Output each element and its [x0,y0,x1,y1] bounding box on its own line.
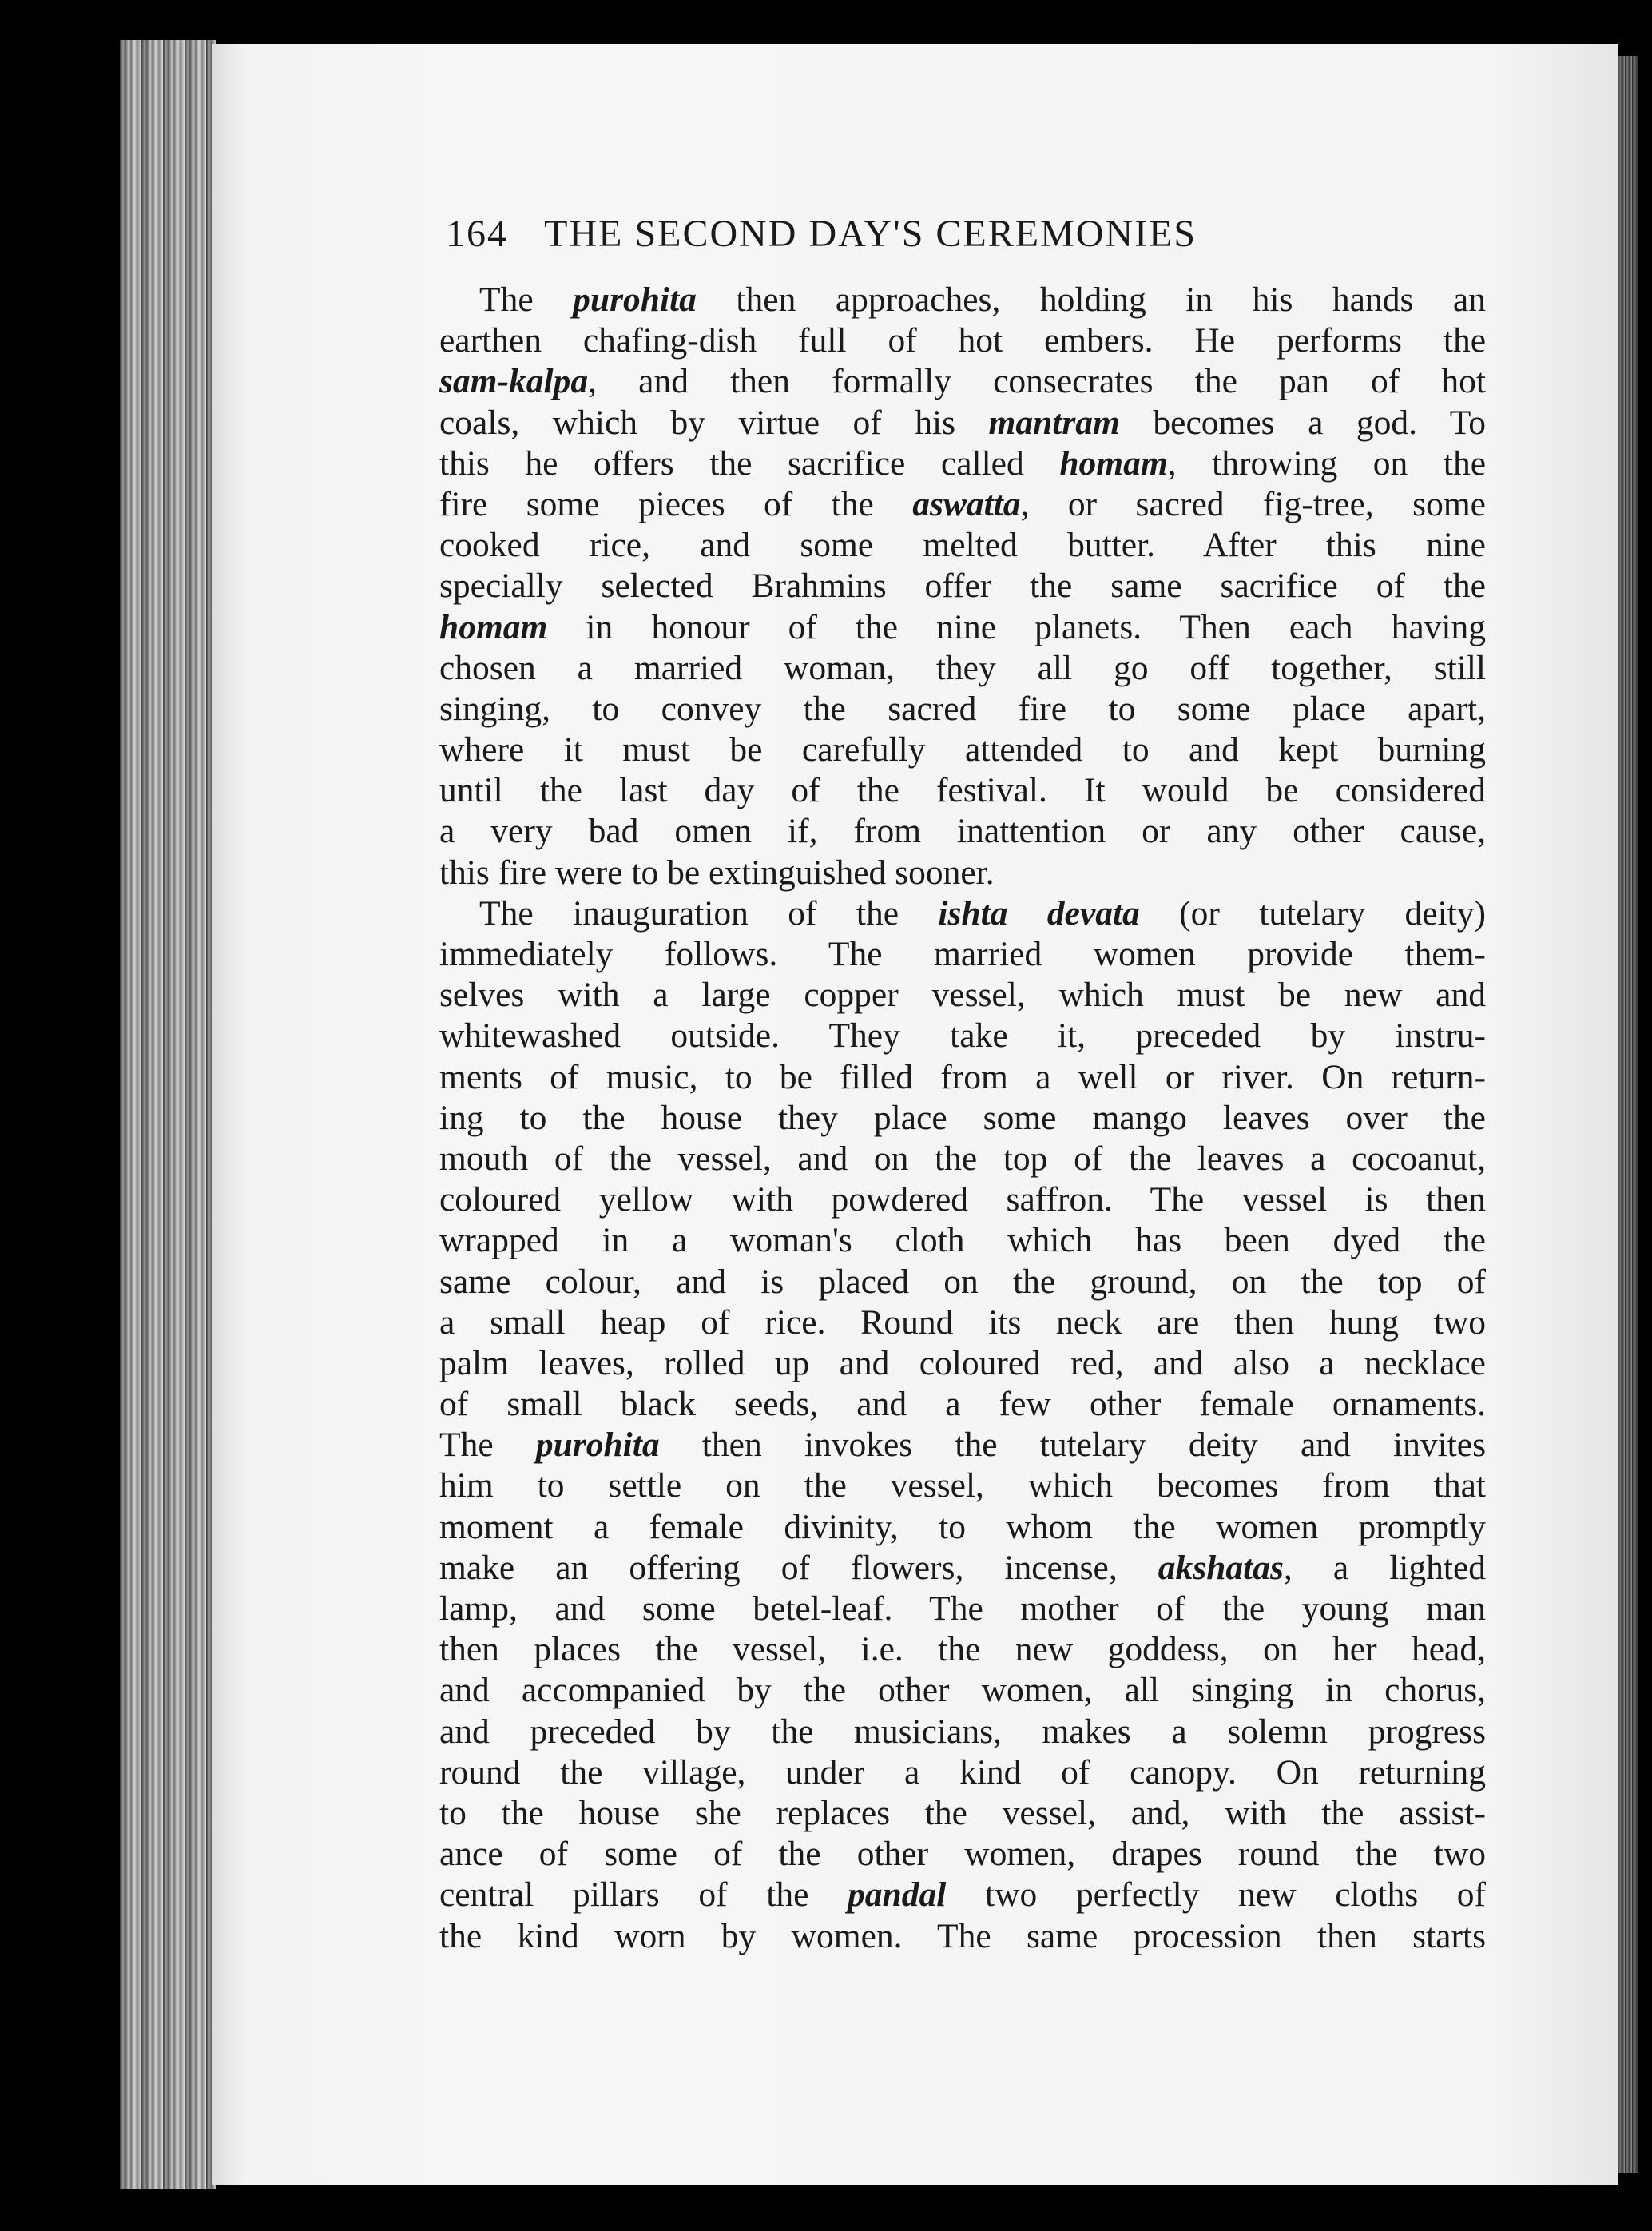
text-line [439,689,1486,730]
text-run: round the village, under a kind of canopy. On returning [439,1752,1486,1792]
text-line [439,975,1486,1016]
text-run: , and then formally consecrates the pan of hot [588,362,1486,401]
text-line [439,1916,1486,1957]
text-line [439,1548,1486,1589]
text-line [439,1343,1486,1384]
text-line [439,607,1486,648]
italic-term: purohita [573,280,697,319]
text-run: to the house she replaces the vessel, and, with the assist- [439,1793,1486,1832]
text-run: wrapped in a woman's cloth which has been dyed the [439,1221,1486,1260]
text-run: a small heap of rice. Round its neck are then hung two [439,1302,1486,1342]
text-run: becomes a god. To [1119,403,1486,442]
text-line [439,1712,1486,1752]
text-run: , or sacred fig-tree, some [1020,484,1486,523]
text-line [439,853,1486,893]
text-run: this he offers the sacrifice called [439,443,1060,483]
text-run: make an offering of flowers, incense, [439,1548,1158,1587]
italic-term: purohita [535,1426,660,1465]
text-line [439,1752,1486,1793]
text-run: palm leaves, rolled up and coloured red, and also a necklace [439,1343,1486,1382]
text-line [439,320,1486,361]
text-line [439,1670,1486,1711]
text-line [439,1098,1486,1139]
text-run: The [479,280,574,319]
text-line [439,280,1486,320]
text-run: selves with a large copper vessel, which must be new and [439,976,1486,1015]
text-line [439,1139,1486,1179]
text-line [439,893,1486,934]
text-run: The inauguration of the [479,893,939,933]
text-line [439,1834,1486,1875]
text-run: where it must be carefully attended to and kept burning [439,730,1486,770]
text-run: , throwing on the [1167,443,1487,483]
text-run: ments of music, to be filled from a well or river. On return- [439,1057,1486,1096]
text-line [439,934,1486,975]
text-run: central pillars of the [439,1875,848,1915]
running-header [446,212,1492,256]
italic-term: aswatta [912,484,1021,523]
text-line [439,361,1486,402]
text-line [439,1507,1486,1548]
text-line [439,1016,1486,1056]
text-line [439,1179,1486,1220]
text-line [439,443,1486,484]
page-edge [1618,56,1638,2173]
text-line [439,1465,1486,1506]
text-line [439,730,1486,770]
text-line [439,1589,1486,1629]
text-line [439,403,1486,443]
text-run: him to settle on the vessel, which becomes from that [439,1466,1486,1505]
text-run: and accompanied by the other women, all singing in chorus, [439,1671,1486,1710]
text-run: same colour, and is placed on the ground, on the top of [439,1262,1486,1301]
italic-term: homam [439,607,548,646]
text-run: a very bad omen if, from inattention or any other cause, [439,812,1486,851]
text-run: moment a female divinity, to whom the women promptly [439,1507,1486,1546]
text-run: this fire were to be extinguished sooner. [439,853,995,892]
text-line [439,484,1486,525]
page-number: 164 [446,213,508,255]
running-head-title: THE SECOND DAY'S CEREMONIES [544,213,1197,255]
text-run: specially selected Brahmins offer the same sacrifice of the [439,567,1486,606]
text-run: then invokes the tutelary deity and invites [659,1426,1486,1465]
text-run: then approaches, holding in his hands an [696,280,1486,319]
text-run: earthen chafing-dish full of hot embers. He performs the [439,321,1486,360]
italic-term: mantram [988,403,1120,442]
text-run: and preceded by the musicians, makes a solemn progress [439,1712,1486,1751]
text-run: then places the vessel, i.e. the new goddess, on her head, [439,1630,1486,1669]
text-run: coloured yellow with powdered saffron. The vessel is then [439,1180,1486,1219]
text-line [439,566,1486,606]
book-spine [120,40,216,2189]
text-run: ance of some of the other women, drapes round the two [439,1835,1486,1874]
italic-term: pandal [848,1875,947,1915]
text-run: in honour of the nine planets. Then each having [547,607,1486,646]
text-run: singing, to convey the sacred fire to some place apart, [439,689,1486,728]
text-line [439,1875,1486,1915]
italic-term: ishta devata [938,893,1140,933]
text-line [439,1302,1486,1343]
text-line [439,1629,1486,1670]
text-line [439,648,1486,689]
text-run: two perfectly new cloths of [946,1875,1487,1915]
body-text [439,280,1486,1957]
text-run: mouth of the vessel, and on the top of the leaves a cocoanut, [439,1139,1486,1178]
text-line [439,1057,1486,1098]
text-run: immediately follows. The married women provide them- [439,935,1486,973]
text-run: cooked rice, and some melted butter. After this nine [439,526,1486,565]
italic-term: sam-kalpa [439,362,589,401]
text-run: fire some pieces of the [439,484,913,523]
text-line [439,525,1486,566]
text-run: chosen a married woman, they all go off together, still [439,648,1486,687]
text-line [439,1425,1486,1465]
text-run: of small black seeds, and a few other female ornaments. [439,1385,1486,1424]
italic-term: homam [1059,443,1168,483]
text-line [439,811,1486,852]
text-run: , a lighted [1283,1548,1487,1587]
text-line [439,1384,1486,1425]
text-run: ing to the house they place some mango leaves over the [439,1098,1486,1137]
text-run: (or tutelary deity) [1139,893,1486,933]
text-run: lamp, and some betel-leaf. The mother of the young man [439,1589,1486,1628]
text-line [439,1793,1486,1834]
text-line [439,770,1486,811]
text-line [439,1262,1486,1302]
text-run: The [439,1426,536,1465]
text-run: until the last day of the festival. It would be considered [439,771,1486,810]
text-line [439,1220,1486,1261]
text-run: coals, which by virtue of his [439,403,989,442]
text-run: the kind worn by women. The same procession then starts [439,1916,1486,1955]
italic-term: akshatas [1158,1548,1284,1587]
text-run: whitewashed outside. They take it, preceded by instru- [439,1016,1486,1056]
